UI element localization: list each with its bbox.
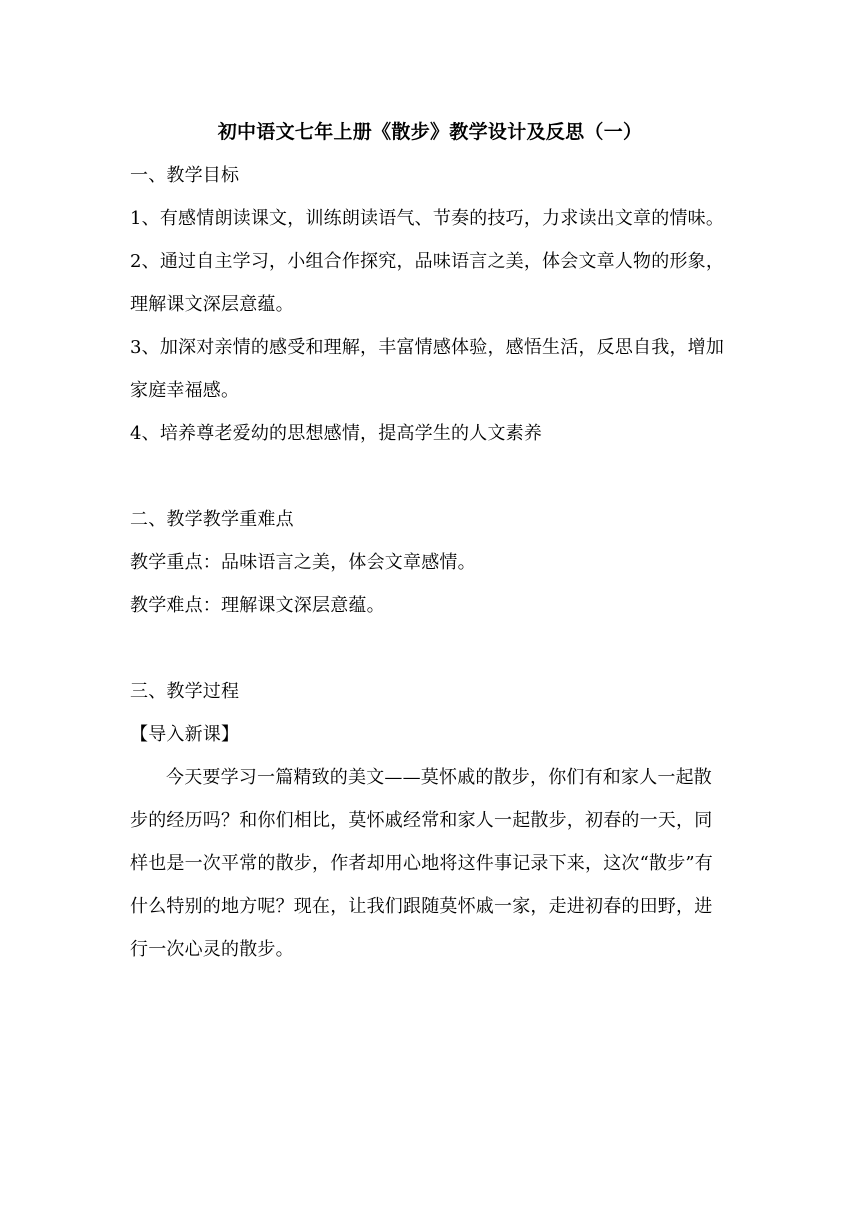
document-title: 初中语文七年上册《散步》教学设计及反思（一） [217,121,643,143]
objective-item-3: 3、加深对亲情的感受和理解，丰富情感体验，感悟生活，反思自我，增加家庭幸福感。 [130,337,725,401]
objective-item-1: 1、有感情朗读课文，训练朗读语气、节奏的技巧，力求读出文章的情味。 [130,208,725,229]
subheading-introduction: 【导入新课】 [130,724,240,745]
document-body [130,112,730,971]
objective-item-4: 4、培养尊老爱幼的思想感情，提高学生的人文素养 [130,423,543,444]
objective-item-2: 2、通过自主学习，小组合作探究，品味语言之美，体会文章人物的形象，理解课文深层意蕴。 [130,251,725,315]
introduction-paragraph: 今天要学习一篇精致的美文——莫怀戚的散步，你们有和家人一起散步的经历吗？和你们相比，莫怀戚经常和家人一起散步，初春的一天，同样也是一次平常的散步，作者却用心地将这件事记录下来，这次“散步”有什么特别的地方呢？现在，让我们跟随莫怀戚一家，走进初春的田野，进行一次心灵的散步。 [130,767,714,960]
difficult-point: 教学难点：理解课文深层意蕴。 [130,595,385,616]
section-heading-objectives: 一、教学目标 [130,165,240,186]
section-heading-process: 三、教学过程 [130,681,240,702]
key-point: 教学重点：品味语言之美，体会文章感情。 [130,552,476,573]
spacer [130,455,730,498]
spacer [130,627,730,670]
section-heading-key-points: 二、教学教学重难点 [130,509,294,530]
